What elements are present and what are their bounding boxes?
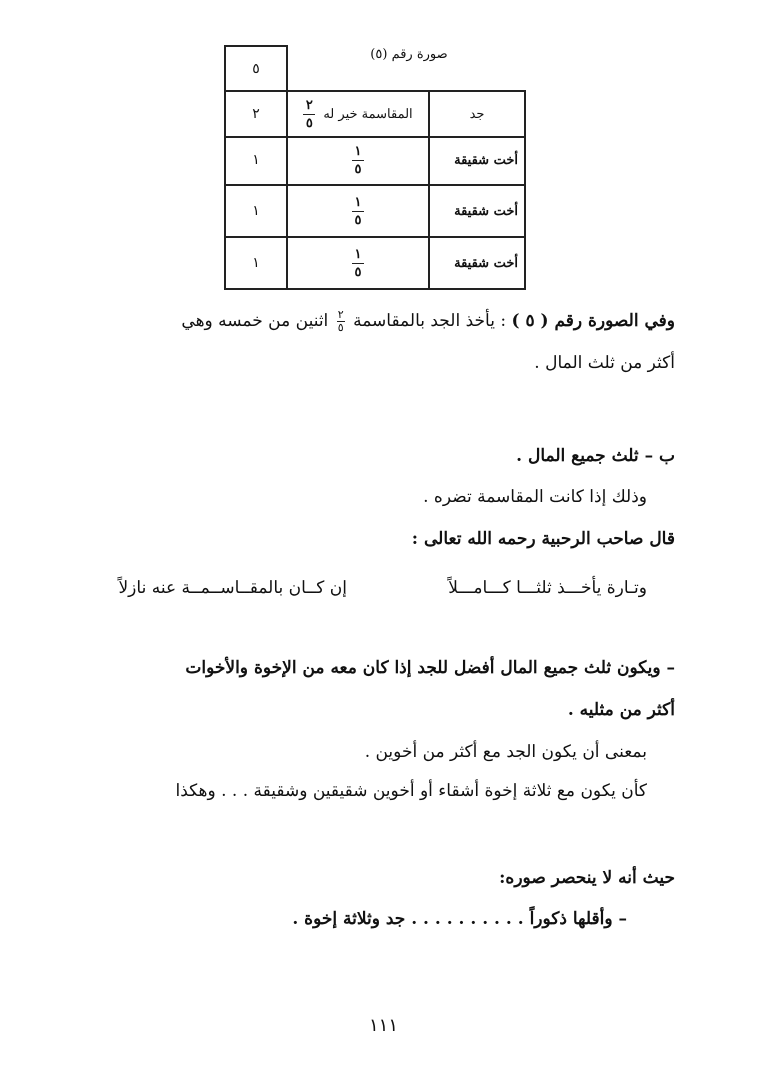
- section-b-line-1: وذلك إذا كانت المقاسمة تضره .: [423, 487, 647, 507]
- row-fraction: [352, 145, 364, 176]
- fraction-denominator: ٥: [354, 264, 362, 280]
- row-name: أخت شقيقة: [454, 255, 518, 271]
- row-count: ١: [252, 203, 260, 219]
- figure-reference: وفي الصورة رقم ( ٥ ): [511, 311, 675, 331]
- header-count-cell: [224, 90, 288, 138]
- quote-intro: قال صاحب الرحبية رحمه الله تعالى :: [411, 529, 675, 549]
- paragraph-3-line-2: – وأقلها ذكوراً . . . . . . . . . . جد وثلاثة إخوة .: [292, 909, 627, 929]
- text-segment: : يأخذ الجد بالمقاسمة: [353, 311, 507, 331]
- paragraph-1-line-1: [181, 309, 675, 333]
- row-name-cell: [430, 186, 526, 238]
- row-share-cell: [288, 186, 430, 238]
- table-row: [224, 186, 526, 238]
- header-share-fraction: [303, 99, 315, 130]
- fraction-denominator: ٥: [305, 115, 313, 131]
- fraction-numerator: ١: [354, 246, 362, 262]
- table-top-cell: [224, 45, 288, 92]
- paragraph-2-line-3: بمعنى أن يكون الجد مع أكثر من أخوين .: [364, 742, 647, 762]
- header-share-cell: [288, 90, 430, 138]
- row-count: ١: [252, 255, 260, 271]
- row-name-cell: [430, 136, 526, 186]
- fraction-numerator: ٢: [305, 97, 313, 113]
- verse-first-hemistich: وتـارة يأخـــذ ثلثـــا كـــامـــلاً: [448, 578, 647, 598]
- paragraph-2-line-4: كأن يكون مع ثلاثة إخوة أشقاء أو أخوين شقيقين وشقيقة . . . وهكذا: [175, 781, 647, 801]
- page-number: ١١١: [368, 1015, 398, 1036]
- fraction-numerator: ٢: [337, 308, 344, 322]
- text-segment: اثنين من خمسه وهي: [181, 311, 329, 331]
- inline-fraction: [337, 310, 345, 333]
- row-count-cell: [224, 186, 288, 238]
- row-count-cell: [224, 136, 288, 186]
- fraction-numerator: ١: [354, 194, 362, 210]
- fraction-denominator: ٥: [354, 212, 362, 228]
- section-heading: ب – ثلث جميع المال .: [516, 446, 675, 466]
- verse-second-hemistich: إن كــان بالمقــاســمــة عنه نازلاً: [118, 578, 347, 598]
- paragraph-2-line-1: – ويكون ثلث جميع المال أفضل للجد إذا كان معه من الإخوة والأخوات: [185, 658, 675, 678]
- fraction-denominator: ٥: [354, 161, 362, 177]
- row-count-cell: [224, 238, 288, 290]
- paragraph-3-line-1: حيث أنه لا ينحصر صوره:: [499, 868, 675, 888]
- fraction-numerator: ١: [354, 143, 362, 159]
- fraction-denominator: ٥: [337, 321, 344, 334]
- top-cell-value: ٥: [252, 60, 260, 77]
- header-name: جد: [469, 106, 485, 122]
- header-count: ٢: [252, 106, 260, 122]
- header-name-cell: [430, 90, 526, 138]
- paragraph-1-line-2: أكثر من ثلث المال .: [534, 353, 675, 373]
- row-fraction: [352, 196, 364, 227]
- header-share-text: المقاسمة خير له: [323, 106, 413, 122]
- row-share-cell: [288, 238, 430, 290]
- row-name: أخت شقيقة: [454, 203, 518, 219]
- paragraph-2-line-2: أكثر من مثليه .: [567, 700, 675, 720]
- row-share-cell: [288, 136, 430, 186]
- table-header-row: [224, 90, 526, 138]
- row-fraction: [352, 248, 364, 279]
- table-caption: صورة رقم (٥): [370, 47, 448, 62]
- table-row: [224, 238, 526, 290]
- table-row: [224, 136, 526, 186]
- row-count: ١: [252, 152, 260, 168]
- row-name-cell: [430, 238, 526, 290]
- row-name: أخت شقيقة: [454, 152, 518, 168]
